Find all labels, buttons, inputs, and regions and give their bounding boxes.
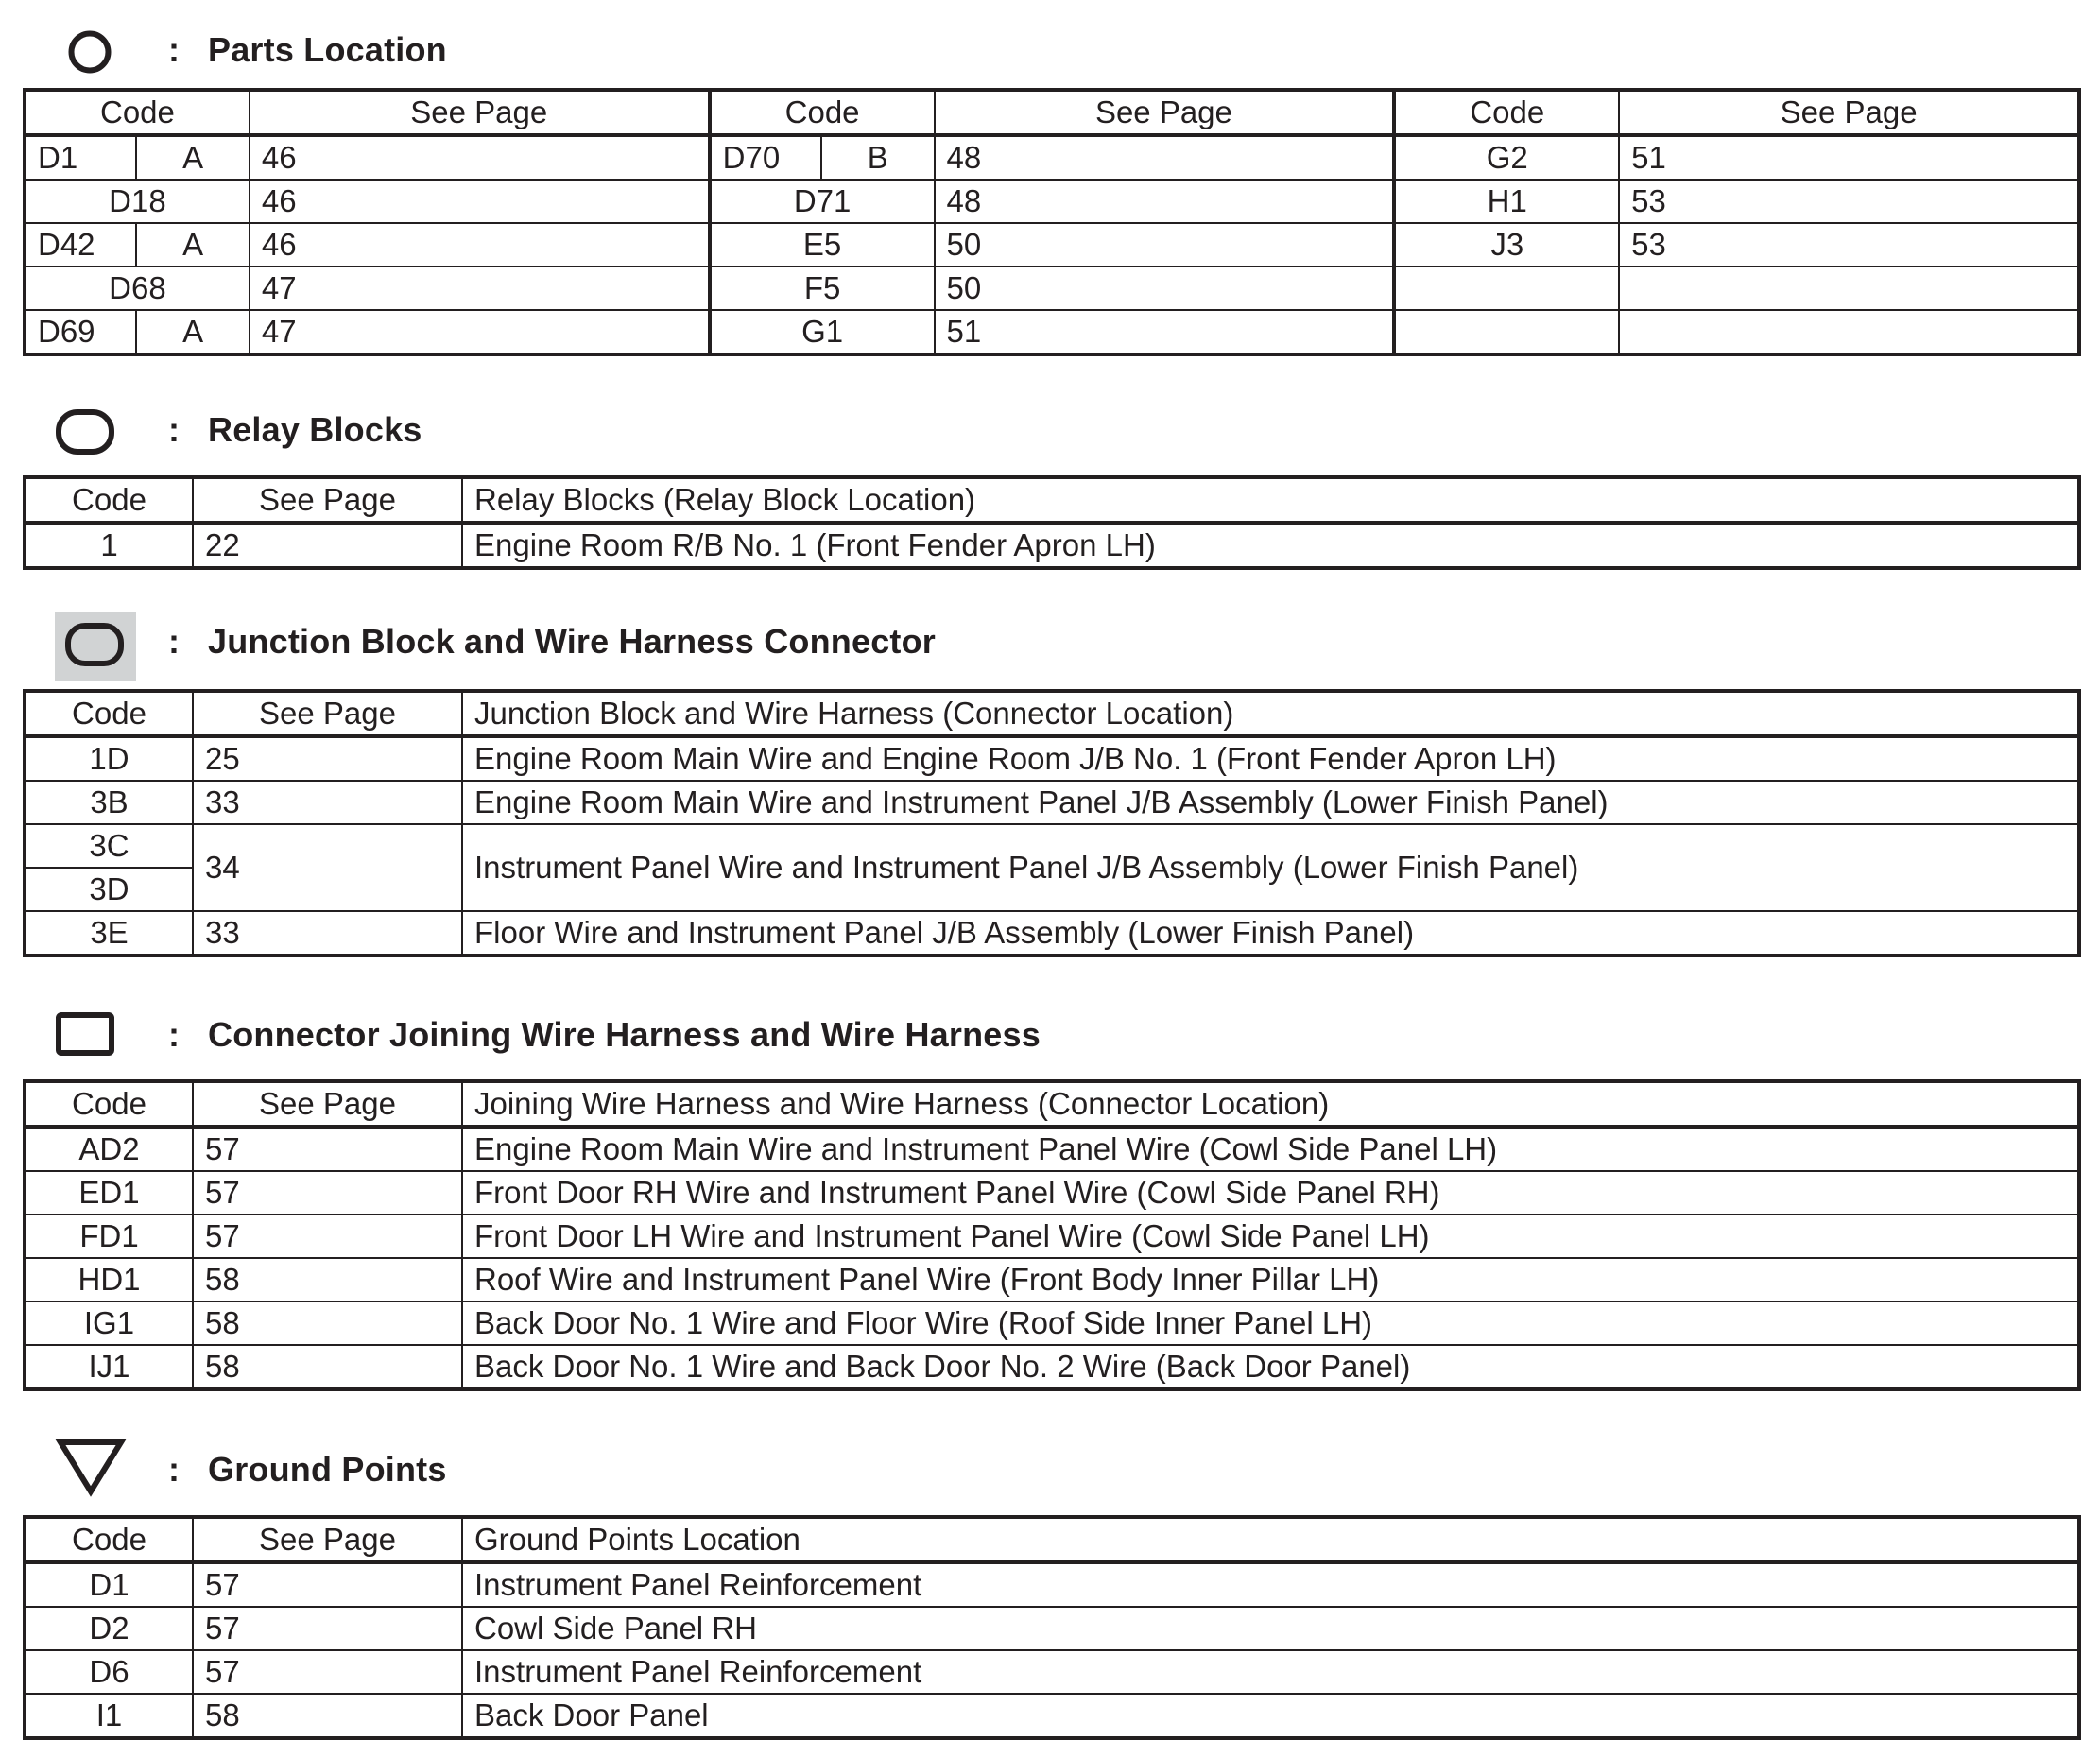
- header-description: Relay Blocks (Relay Block Location): [462, 477, 2079, 523]
- code-cell: G1: [710, 310, 935, 354]
- description-cell: Instrument Panel Wire and Instrument Panel J/B Assembly (Lower Finish Panel): [462, 824, 2079, 911]
- down-triangle-icon: [55, 1437, 130, 1501]
- code-cell: 3D: [25, 868, 193, 911]
- page-cell: 47: [250, 310, 710, 354]
- header-description: Ground Points Location: [462, 1517, 2079, 1562]
- code-cell: D69: [25, 310, 136, 354]
- description-cell: Engine Room Main Wire and Instrument Panel J/B Assembly (Lower Finish Panel): [462, 781, 2079, 824]
- description-cell: Front Door RH Wire and Instrument Panel Wire (Cowl Side Panel RH): [462, 1171, 2079, 1215]
- table-row: [25, 1345, 2079, 1389]
- header-code: Code: [1394, 90, 1619, 135]
- code-cell: [1394, 310, 1619, 354]
- section-title: Parts Location: [208, 30, 447, 69]
- table-row: [25, 911, 2079, 956]
- table-row: [25, 267, 2079, 310]
- connector-joining-table: [23, 1079, 2081, 1391]
- description-cell: Back Door No. 1 Wire and Floor Wire (Roof Side Inner Panel LH): [462, 1301, 2079, 1345]
- description-cell: Front Door LH Wire and Instrument Panel Wire (Cowl Side Panel LH): [462, 1215, 2079, 1258]
- table-row: [25, 135, 2079, 180]
- code-cell: D68: [25, 267, 250, 310]
- code-cell: D6: [25, 1650, 193, 1694]
- description-cell: Roof Wire and Instrument Panel Wire (Front Body Inner Pillar LH): [462, 1258, 2079, 1301]
- table-row: [25, 1215, 2079, 1258]
- table-row: [25, 736, 2079, 781]
- code-cell: D71: [710, 180, 935, 223]
- relay-blocks-table: [23, 475, 2081, 570]
- junction-block-table: [23, 689, 2081, 957]
- page-cell: 51: [1619, 135, 2079, 180]
- page-cell: 58: [193, 1258, 462, 1301]
- code-cell: IJ1: [25, 1345, 193, 1389]
- table-row: [25, 1301, 2079, 1345]
- header-see-page: See Page: [193, 477, 462, 523]
- table-row: [25, 523, 2079, 568]
- page-cell: 58: [193, 1301, 462, 1345]
- header-colon: :: [168, 1450, 180, 1489]
- page-cell: 51: [935, 310, 1395, 354]
- page-cell: 46: [250, 180, 710, 223]
- page-cell: 57: [193, 1607, 462, 1650]
- rounded-rect-icon: [55, 408, 117, 457]
- section-title: Connector Joining Wire Harness and Wire Harness: [208, 1015, 1041, 1054]
- code-cell: 1: [25, 523, 193, 568]
- header-code: Code: [710, 90, 935, 135]
- page-cell: 57: [193, 1215, 462, 1258]
- code-cell: E5: [710, 223, 935, 267]
- code-suffix-cell: A: [136, 223, 249, 267]
- table-row: [25, 1694, 2079, 1738]
- description-cell: Engine Room Main Wire and Engine Room J/B No. 1 (Front Fender Apron LH): [462, 736, 2079, 781]
- table-row: [25, 1127, 2079, 1171]
- code-cell: J3: [1394, 223, 1619, 267]
- code-cell: D42: [25, 223, 136, 267]
- section-title: Ground Points: [208, 1450, 447, 1489]
- page-cell: 57: [193, 1650, 462, 1694]
- code-cell: H1: [1394, 180, 1619, 223]
- page-cell: 50: [935, 223, 1395, 267]
- table-row: [25, 1562, 2079, 1607]
- page-cell: 58: [193, 1694, 462, 1738]
- description-cell: Engine Room R/B No. 1 (Front Fender Apron LH): [462, 523, 2079, 568]
- header-code: Code: [25, 90, 250, 135]
- page-cell: 53: [1619, 180, 2079, 223]
- header-see-page: See Page: [1619, 90, 2079, 135]
- code-cell: 1D: [25, 736, 193, 781]
- page-cell: [1619, 267, 2079, 310]
- table-row: [25, 824, 2079, 868]
- page-cell: 47: [250, 267, 710, 310]
- header-code: Code: [25, 1517, 193, 1562]
- page-cell: 57: [193, 1127, 462, 1171]
- header-see-page: See Page: [250, 90, 710, 135]
- table-header-row: [25, 691, 2079, 736]
- page-cell: 48: [935, 135, 1395, 180]
- section-title: Junction Block and Wire Harness Connector: [208, 622, 937, 661]
- code-cell: AD2: [25, 1127, 193, 1171]
- page-cell: 50: [935, 267, 1395, 310]
- header-code: Code: [25, 1081, 193, 1127]
- table-header-row: [25, 1517, 2079, 1562]
- code-cell: D1: [25, 1562, 193, 1607]
- code-suffix-cell: B: [821, 135, 934, 180]
- table-row: [25, 1607, 2079, 1650]
- code-cell: D2: [25, 1607, 193, 1650]
- code-cell: 3E: [25, 911, 193, 956]
- code-cell: D70: [710, 135, 821, 180]
- ground-points-header: [0, 1437, 2100, 1493]
- table-row: [25, 1258, 2079, 1301]
- page-cell: 25: [193, 736, 462, 781]
- header-see-page: See Page: [193, 691, 462, 736]
- junction-block-header: [0, 612, 2100, 669]
- page-cell: 57: [193, 1562, 462, 1607]
- page-cell: 48: [935, 180, 1395, 223]
- table-row: [25, 781, 2079, 824]
- description-cell: Back Door Panel: [462, 1694, 2079, 1738]
- parts-location-header: [0, 23, 2100, 79]
- code-cell: G2: [1394, 135, 1619, 180]
- code-cell: I1: [25, 1694, 193, 1738]
- page-cell: 33: [193, 781, 462, 824]
- header-colon: :: [168, 622, 180, 661]
- header-code: Code: [25, 691, 193, 736]
- description-cell: Instrument Panel Reinforcement: [462, 1562, 2079, 1607]
- code-suffix-cell: A: [136, 135, 249, 180]
- page-cell: 22: [193, 523, 462, 568]
- parts-location-table: [23, 88, 2081, 356]
- table-row: [25, 180, 2079, 223]
- code-cell: D18: [25, 180, 250, 223]
- header-see-page: See Page: [193, 1517, 462, 1562]
- rectangle-icon: [55, 1011, 117, 1060]
- description-cell: Floor Wire and Instrument Panel J/B Assembly (Lower Finish Panel): [462, 911, 2079, 956]
- page-cell: 53: [1619, 223, 2079, 267]
- description-cell: Engine Room Main Wire and Instrument Panel Wire (Cowl Side Panel LH): [462, 1127, 2079, 1171]
- ground-points-table: [23, 1515, 2081, 1740]
- header-description: Junction Block and Wire Harness (Connector Location): [462, 691, 2079, 736]
- code-suffix-cell: A: [136, 310, 249, 354]
- page-cell: 46: [250, 135, 710, 180]
- code-cell: 3C: [25, 824, 193, 868]
- page-cell: 57: [193, 1171, 462, 1215]
- code-cell: [1394, 267, 1619, 310]
- code-cell: ED1: [25, 1171, 193, 1215]
- code-cell: 3B: [25, 781, 193, 824]
- code-cell: FD1: [25, 1215, 193, 1258]
- header-colon: :: [168, 30, 180, 69]
- code-cell: IG1: [25, 1301, 193, 1345]
- table-row: [25, 310, 2079, 354]
- shaded-rounded-rect-icon: [55, 612, 136, 681]
- table-header-row: [25, 90, 2079, 135]
- page-cell: 58: [193, 1345, 462, 1389]
- relay-blocks-header: [0, 403, 2100, 459]
- code-cell: D1: [25, 135, 136, 180]
- section-title: Relay Blocks: [208, 410, 422, 449]
- page-cell: 46: [250, 223, 710, 267]
- table-row: [25, 1171, 2079, 1215]
- header-see-page: See Page: [193, 1081, 462, 1127]
- header-colon: :: [168, 1015, 180, 1054]
- header-description: Joining Wire Harness and Wire Harness (Connector Location): [462, 1081, 2079, 1127]
- table-row: [25, 1650, 2079, 1694]
- code-cell: HD1: [25, 1258, 193, 1301]
- header-colon: :: [168, 410, 180, 449]
- circle-icon: [66, 28, 113, 76]
- page-cell: 33: [193, 911, 462, 956]
- header-see-page: See Page: [935, 90, 1395, 135]
- connector-joining-header: [0, 1008, 2100, 1064]
- code-cell: F5: [710, 267, 935, 310]
- table-row: [25, 223, 2079, 267]
- description-cell: Back Door No. 1 Wire and Back Door No. 2 Wire (Back Door Panel): [462, 1345, 2079, 1389]
- page-cell: [1619, 310, 2079, 354]
- table-header-row: [25, 477, 2079, 523]
- header-code: Code: [25, 477, 193, 523]
- page-cell: 34: [193, 824, 462, 911]
- description-cell: Instrument Panel Reinforcement: [462, 1650, 2079, 1694]
- description-cell: Cowl Side Panel RH: [462, 1607, 2079, 1650]
- table-header-row: [25, 1081, 2079, 1127]
